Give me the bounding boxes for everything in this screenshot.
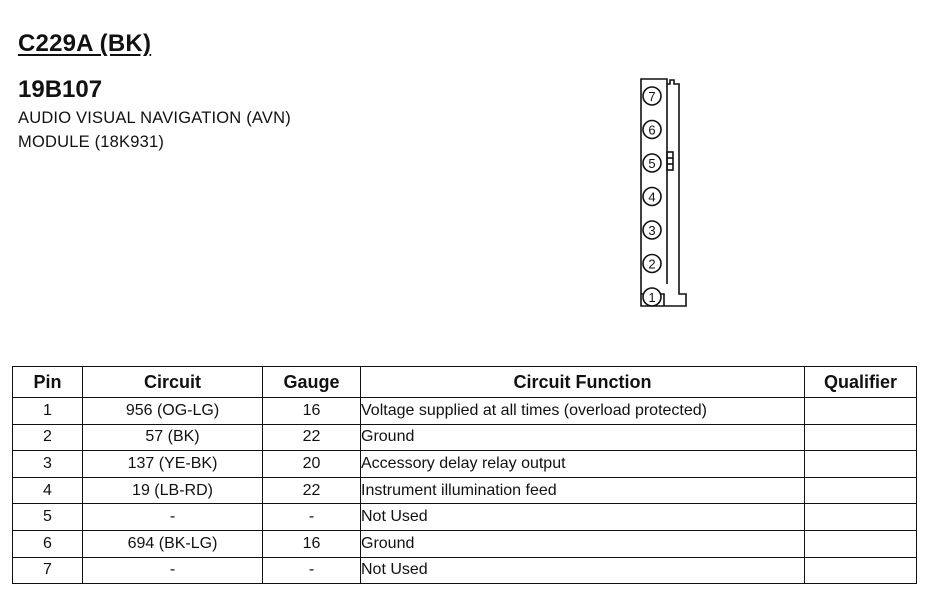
table-row [13,477,917,504]
function-cell: Voltage supplied at all times (overload protected) [361,398,805,425]
table-row [13,530,917,557]
function-cell: Accessory delay relay output [361,451,805,478]
circuit-cell: - [83,504,263,531]
function-cell: Not Used [361,504,805,531]
circuit-cell: 956 (OG-LG) [83,398,263,425]
gauge-cell: - [263,504,361,531]
header-circuit: Circuit [83,367,263,398]
connector-pin-label: 2 [648,256,656,272]
function-cell: Ground [361,530,805,557]
pin-cell: 4 [13,477,83,504]
circuit-cell: 57 (BK) [83,424,263,451]
qualifier-cell [805,557,917,584]
table-header-row [13,367,917,398]
connector-pin-label: 4 [648,189,656,205]
table-row [13,557,917,584]
component-description-line1: AUDIO VISUAL NAVIGATION (AVN) [18,109,291,127]
header-qualifier: Qualifier [805,367,917,398]
table-row [13,504,917,531]
qualifier-cell [805,530,917,557]
circuit-cell: 137 (YE-BK) [83,451,263,478]
header-pin: Pin [13,367,83,398]
connector-pin-3 [643,221,661,239]
gauge-cell: 22 [263,424,361,451]
circuit-cell: 19 (LB-RD) [83,477,263,504]
connector-pin-7 [643,87,661,105]
connector-pin-4 [643,188,661,206]
gauge-cell: 22 [263,477,361,504]
qualifier-cell [805,451,917,478]
connector-face-diagram [628,72,708,322]
connector-pin-label: 3 [648,223,656,238]
component-description-line2: MODULE (18K931) [18,133,165,151]
header-circuit-function: Circuit Function [361,367,805,398]
table-row [13,398,917,425]
pin-cell: 5 [13,504,83,531]
pin-cell: 3 [13,451,83,478]
circuit-cell: 694 (BK-LG) [83,530,263,557]
table-row [13,451,917,478]
table-row [13,424,917,451]
pin-cell: 1 [13,398,83,425]
qualifier-cell [805,398,917,425]
connector-pin-6 [643,121,661,139]
qualifier-cell [805,424,917,451]
connector-id: C229A (BK) [18,30,152,57]
gauge-cell: 16 [263,398,361,425]
pin-cell: 7 [13,557,83,584]
connector-pin-5 [643,154,661,172]
connector-pin-2 [643,255,661,273]
qualifier-cell [805,504,917,531]
pinout-table [12,366,917,584]
connector-pin-label: 6 [648,122,656,138]
function-cell: Instrument illumination feed [361,477,805,504]
connector-pin-label: 5 [648,156,656,171]
function-cell: Not Used [361,557,805,584]
gauge-cell: 16 [263,530,361,557]
gauge-cell: 20 [263,451,361,478]
gauge-cell: - [263,557,361,584]
qualifier-cell [805,477,917,504]
part-number: 19B107 [18,76,103,103]
header-gauge: Gauge [263,367,361,398]
pin-cell: 6 [13,530,83,557]
circuit-cell: - [83,557,263,584]
pin-cell: 2 [13,424,83,451]
connector-pin-label: 7 [648,89,656,104]
connector-pin-label: 1 [648,290,656,305]
function-cell: Ground [361,424,805,451]
connector-pin-1 [643,288,661,306]
